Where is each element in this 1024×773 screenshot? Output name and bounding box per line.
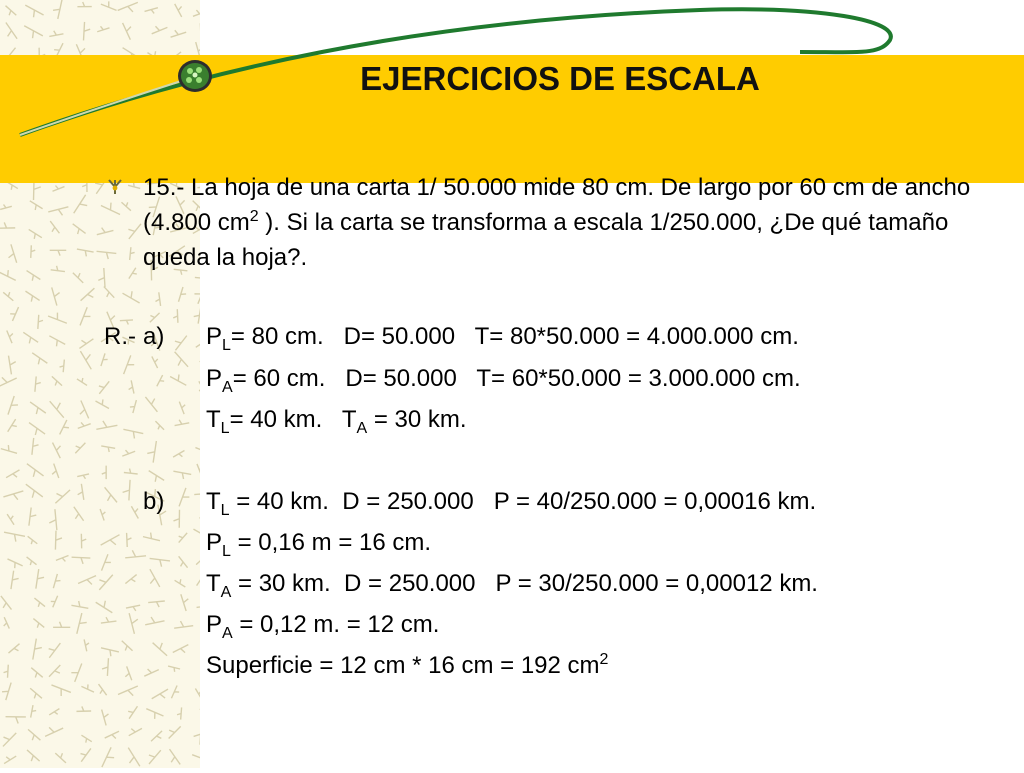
answer-b-line-5: Superficie = 12 cm * 16 cm = 192 $cm^2$ <box>206 651 609 679</box>
question-line-1: 15.- La hoja de una carta 1/ 50.000 mide 80 cm. De largo por 60 cm de ancho <box>143 174 971 201</box>
answer-a-line-2: $P_A= 60$ cm. D= 50.000 T= 60*50.000 = 3.000.000 cm. <box>206 365 801 396</box>
question-line-3: queda la hoja?. <box>143 244 308 271</box>
answer-b-line-1: $T_L = 40$ km. D = 250.000 P = 40/250.000 = 0,00016 km. <box>206 488 817 519</box>
answer-b-line-3: $T_A = 30$ km. D = 250.000 P = 30/250.000 = 0,00012 km. <box>206 570 818 601</box>
question-line-2: (4.800 $cm^2$ ). Si la carta se transforma a escala 1/250.000, ¿De qué tamaño <box>143 208 949 236</box>
answer-b-line-4: $P_A = 0,12$ m. = 12 cm. <box>206 611 440 642</box>
question-text <box>143 170 983 275</box>
answer-a-line-3: $T_L= 40$ km. $T_A = 30$ km. <box>206 406 467 437</box>
answer-label: R.- <box>104 323 136 350</box>
trident-bullet-icon <box>106 178 124 196</box>
green-orb-icon <box>175 57 215 95</box>
part-a-label: a) <box>143 323 165 350</box>
answer-b-line-2: $P_L = 0,16$ m = 16 cm. <box>206 529 432 560</box>
part-b-label: b) <box>143 488 165 515</box>
answer-a-line-1: $P_L= 80$ cm. D= 50.000 T= 80*50.000 = 4.000.000 cm. <box>206 323 799 354</box>
slide-title: EJERCICIOS DE ESCALA <box>360 60 760 97</box>
